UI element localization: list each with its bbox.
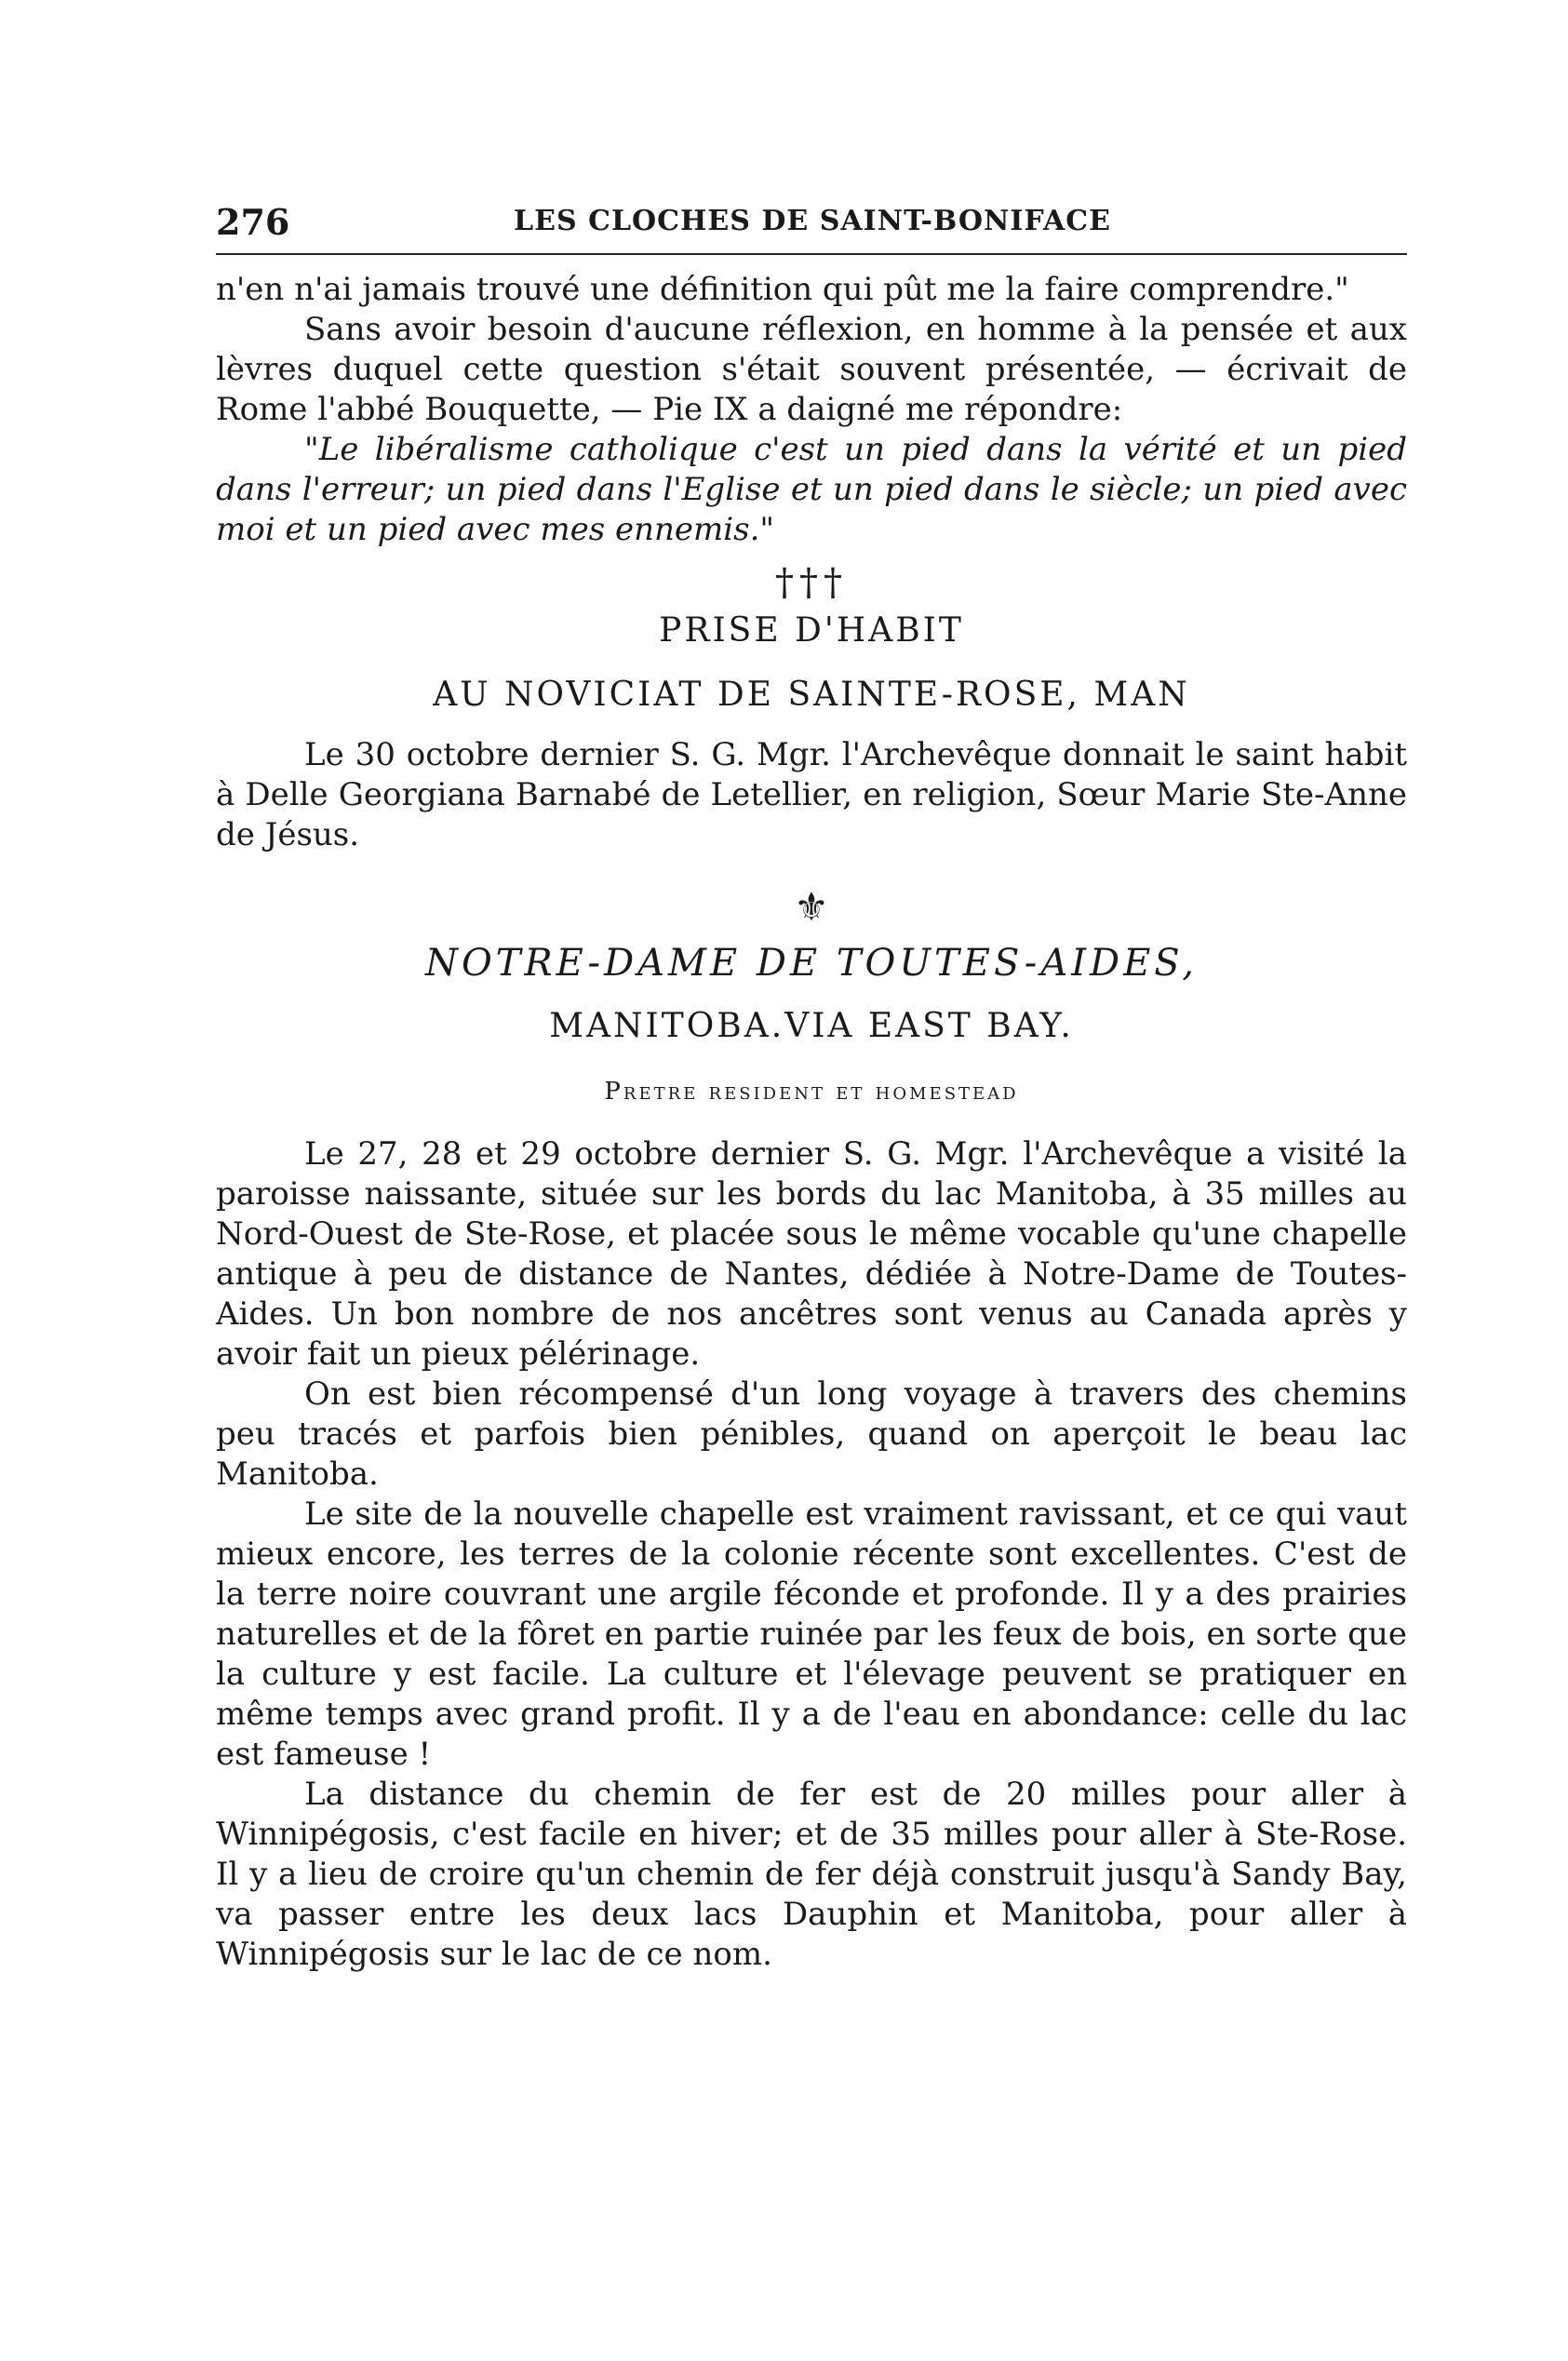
subheading-pretre-resident: Pretre resident et homestead [604,1078,1019,1106]
paragraph-voyage: On est bien récompensé d'un long voyage à travers des chemins peu tracés et parfois bien pénibles, quand on aperçoit le beau lac Manitoba. [216,1375,1407,1493]
paragraph-prise-habit: Le 30 octobre dernier S. G. Mgr. l'Archevêque donnait le saint habit à Delle Georgiana Barnabé de Letellier, en religion, Sœur Marie Ste-Anne de Jésus. [216,736,1407,853]
heading-notre-dame: NOTRE-DAME DE TOUTES-AIDES, [425,942,1198,985]
paragraph-bouquette: Sans avoir besoin d'aucune réflexion, en homme à la pensée et aux lèvres duquel cette question s'était souvent présentée, — écrivait de Rome l'abbé Bouquette, — Pie IX a daigné me répondre: [216,311,1407,428]
heading-noviciat: AU NOVICIAT DE SAINTE-ROSE, MAN [433,676,1190,714]
paragraph-visite: Le 27, 28 et 29 octobre dernier S. G. Mgr. l'Archevêque a visité la paroisse naissante, située sur les bords du lac Manitoba, à 35 milles au Nord-Ouest de Ste-Rose, et placée sous le même vocable qu'une chapelle antique à peu de distance de Nantes, dédiée à Notre-Dame de Toutes-Aides. Un bon nombre de nos ancêtres sont venus au Canada après y avoir fait un pieux pélérinage. [216,1135,1407,1373]
paragraph-site: Le site de la nouvelle chapelle est vraiment ravissant, et ce qui vaut mieux encore, les terres de la colonie récente sont excellentes. C'est de la terre noire couvrant une argile féconde et profonde. Il y a des prairies naturelles et de la fôret en partie ruinée par les feux de bois, en sorte que la culture y est facile. La culture et l'élevage peuvent se pratiquer en même temps avec grand profit. Il y a de l'eau en abondance: celle du lac est fameuse ! [216,1496,1407,1773]
page-header [216,197,1407,255]
paragraph-continuation: n'en n'ai jamais trouvé une définition qui pût me la faire comprendre." [216,271,1349,308]
paragraph-distance: La distance du chemin de fer est de 20 milles pour aller à Winnipégosis, c'est facile en hiver; et de 35 milles pour aller à Ste-Rose. Il y a lieu de croire qu'un chemin de fer déjà construit jusqu'à Sandy Bay, va passer entre les deux lacs Dauphin et Manitoba, pour aller à Winnipégosis sur le lac de ce nom. [216,1776,1407,1973]
heading-prise-habit: PRISE D'HABIT [659,611,964,650]
page-content [216,270,1407,1975]
quote-pie-ix: "Le libéralisme catholique c'est un pied dans la vérité et un pied dans l'erreur; un pied dans l'Eglise et un pied dans le siècle; un pied avec moi et un pied avec mes ennemis." [216,431,1407,548]
heading-manitoba: MANITOBA.VIA EAST BAY. [549,1007,1074,1045]
page-number: 276 [216,201,290,243]
crosses-divider: ††† [775,561,848,604]
running-title: LES CLOCHES DE SAINT-BONIFACE [514,205,1111,237]
fleur-de-lis-icon: ⚜ [794,884,829,930]
